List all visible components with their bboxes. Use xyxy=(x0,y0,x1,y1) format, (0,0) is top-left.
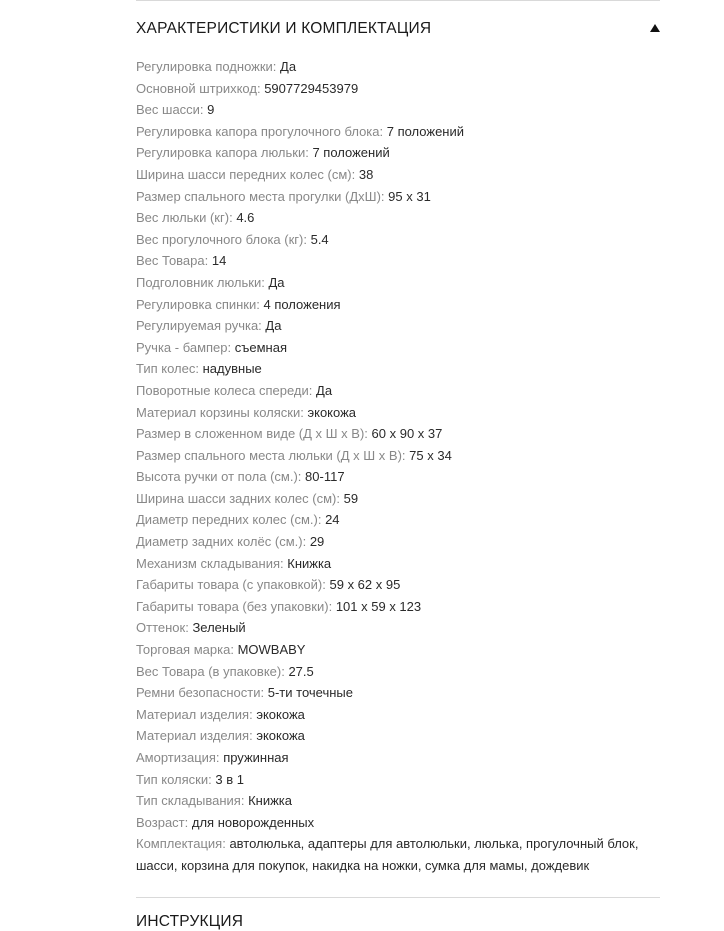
spec-key: Материал изделия: xyxy=(136,706,253,722)
spec-row xyxy=(136,142,660,164)
spec-key: Габариты товара (без упаковки): xyxy=(136,598,333,614)
spec-value: 5907729453979 xyxy=(264,80,359,96)
spec-key: Регулировка спинки: xyxy=(136,296,260,312)
spec-key: Размер в сложенном виде (Д х Ш х В): xyxy=(136,426,368,442)
spec-row xyxy=(136,337,660,359)
spec-key: Материал изделия: xyxy=(136,728,253,744)
spec-value: Да xyxy=(316,382,333,398)
spec-value: для новорожденных xyxy=(191,814,315,830)
spec-row xyxy=(136,488,660,510)
bottom-divider xyxy=(136,897,660,898)
spec-value: 75 х 34 xyxy=(409,447,452,463)
spec-key: Механизм складывания: xyxy=(136,555,284,571)
spec-row xyxy=(136,704,660,726)
spec-row xyxy=(136,78,660,100)
spec-key: Подголовник люльки: xyxy=(136,274,265,290)
spec-value: 38 xyxy=(358,166,374,182)
spec-value: 24 xyxy=(325,512,340,528)
spec-key: Ремни безопасности: xyxy=(136,685,265,701)
spec-row xyxy=(136,207,660,229)
spec-key: Поворотные колеса спереди: xyxy=(136,382,313,398)
spec-value: съемная xyxy=(234,339,288,355)
spec-row xyxy=(136,445,660,467)
spec-row xyxy=(136,531,660,553)
spec-row xyxy=(136,812,660,834)
spec-value: 7 положений xyxy=(386,123,465,139)
spec-row xyxy=(136,639,660,661)
spec-row xyxy=(136,833,660,877)
spec-row xyxy=(136,747,660,769)
spec-key: Диаметр передних колес (см.): xyxy=(136,512,322,528)
spec-value: Да xyxy=(268,274,285,290)
spec-key: Ширина шасси задних колес (см): xyxy=(136,490,340,506)
spec-key: Ширина шасси передних колес (см): xyxy=(136,166,356,182)
spec-value: 5.4 xyxy=(310,231,329,247)
spec-row xyxy=(136,596,660,618)
spec-value: 9 xyxy=(207,102,215,118)
spec-value: пружинная xyxy=(223,750,289,765)
spec-key: Амортизация: xyxy=(136,750,220,765)
spec-row xyxy=(136,682,660,704)
chevron-up-icon[interactable] xyxy=(650,24,660,32)
spec-row xyxy=(136,56,660,78)
spec-key: Тип коляски: xyxy=(136,771,212,787)
spec-row xyxy=(136,509,660,531)
spec-key: Оттенок: xyxy=(136,620,189,636)
spec-value: Зеленый xyxy=(192,620,246,636)
spec-key: Диаметр задних колёс (см.): xyxy=(136,534,307,550)
spec-key: Основной штрихкод: xyxy=(136,80,261,96)
spec-value: 59 х 62 х 95 xyxy=(329,577,401,593)
spec-row xyxy=(136,99,660,121)
spec-value: 3 в 1 xyxy=(215,771,244,787)
spec-row xyxy=(136,769,660,791)
spec-value: Да xyxy=(265,318,282,334)
spec-key: Регулируемая ручка: xyxy=(136,318,262,334)
spec-value: Книжка xyxy=(287,555,332,571)
spec-key: Комплектация: xyxy=(136,836,226,852)
spec-key: Вес шасси: xyxy=(136,102,204,118)
spec-key: Регулировка капора люльки: xyxy=(136,145,309,161)
spec-value: Книжка xyxy=(248,793,292,809)
spec-key: Вес люльки (кг): xyxy=(136,210,233,226)
spec-row xyxy=(136,466,660,488)
spec-row xyxy=(136,725,660,747)
spec-key: Вес Товара: xyxy=(136,253,209,269)
spec-value: экокожа xyxy=(307,404,357,420)
spec-row xyxy=(136,250,660,272)
spec-value: 14 xyxy=(211,253,227,269)
spec-row xyxy=(136,790,660,812)
spec-row xyxy=(136,164,660,186)
spec-value: 60 х 90 х 37 xyxy=(371,426,443,442)
spec-value: 5-ти точечные xyxy=(267,685,353,701)
spec-value: 4.6 xyxy=(236,210,255,226)
spec-row xyxy=(136,315,660,337)
spec-row xyxy=(136,186,660,208)
spec-key: Торговая марка: xyxy=(136,642,234,658)
spec-key: Возраст: xyxy=(136,814,189,830)
spec-value: Да xyxy=(280,59,297,74)
specs-list xyxy=(136,56,660,877)
next-section-header[interactable]: ИНСТРУКЦИЯ xyxy=(136,913,244,930)
spec-key: Тип колес: xyxy=(136,361,199,377)
spec-value: 101 х 59 х 123 xyxy=(335,598,422,614)
spec-value: 29 xyxy=(309,534,325,550)
spec-row xyxy=(136,617,660,639)
spec-value: 4 положения xyxy=(263,296,341,312)
spec-row xyxy=(136,553,660,575)
spec-key: Регулировка капора прогулочного блока: xyxy=(136,123,384,139)
spec-key: Материал корзины коляски: xyxy=(136,404,304,420)
spec-value: MOWBABY xyxy=(237,642,306,658)
spec-key: Габариты товара (с упаковкой): xyxy=(136,577,326,593)
spec-row xyxy=(136,423,660,445)
spec-value: 27.5 xyxy=(288,663,314,679)
spec-value: экокожа xyxy=(256,728,305,744)
section-title: ХАРАКТЕРИСТИКИ И КОМПЛЕКТАЦИЯ xyxy=(136,20,432,37)
spec-row xyxy=(136,402,660,424)
specs-accordion xyxy=(136,0,660,930)
spec-value: экокожа xyxy=(256,706,305,722)
spec-key: Регулировка подножки: xyxy=(136,59,277,74)
spec-row xyxy=(136,380,660,402)
spec-row xyxy=(136,358,660,380)
spec-value: 80-117 xyxy=(305,469,345,485)
specs-accordion-header[interactable] xyxy=(136,1,660,41)
spec-value: 59 xyxy=(343,490,359,506)
spec-row xyxy=(136,574,660,596)
spec-key: Высота ручки от пола (см.): xyxy=(136,469,302,485)
spec-key: Вес прогулочного блока (кг): xyxy=(136,231,307,247)
spec-key: Размер спального места прогулки (ДхШ): xyxy=(136,188,385,204)
spec-value: 7 положений xyxy=(312,145,390,161)
spec-value: 95 х 31 xyxy=(388,188,431,204)
spec-key: Размер спального места люльки (Д х Ш х В): xyxy=(136,447,406,463)
spec-value: надувные xyxy=(202,361,262,377)
spec-key: Тип складывания: xyxy=(136,793,245,809)
spec-row xyxy=(136,121,660,143)
spec-row xyxy=(136,661,660,683)
spec-key: Ручка - бампер: xyxy=(136,339,232,355)
spec-row xyxy=(136,229,660,251)
spec-row xyxy=(136,294,660,316)
spec-row xyxy=(136,272,660,294)
spec-value: автолюлька, адаптеры для автолюльки, люлька, прогулочный блок, шасси, корзина для покупок, накидка на ножки, сумка для мамы, дождевик xyxy=(136,836,639,874)
spec-key: Вес Товара (в упаковке): xyxy=(136,663,285,679)
